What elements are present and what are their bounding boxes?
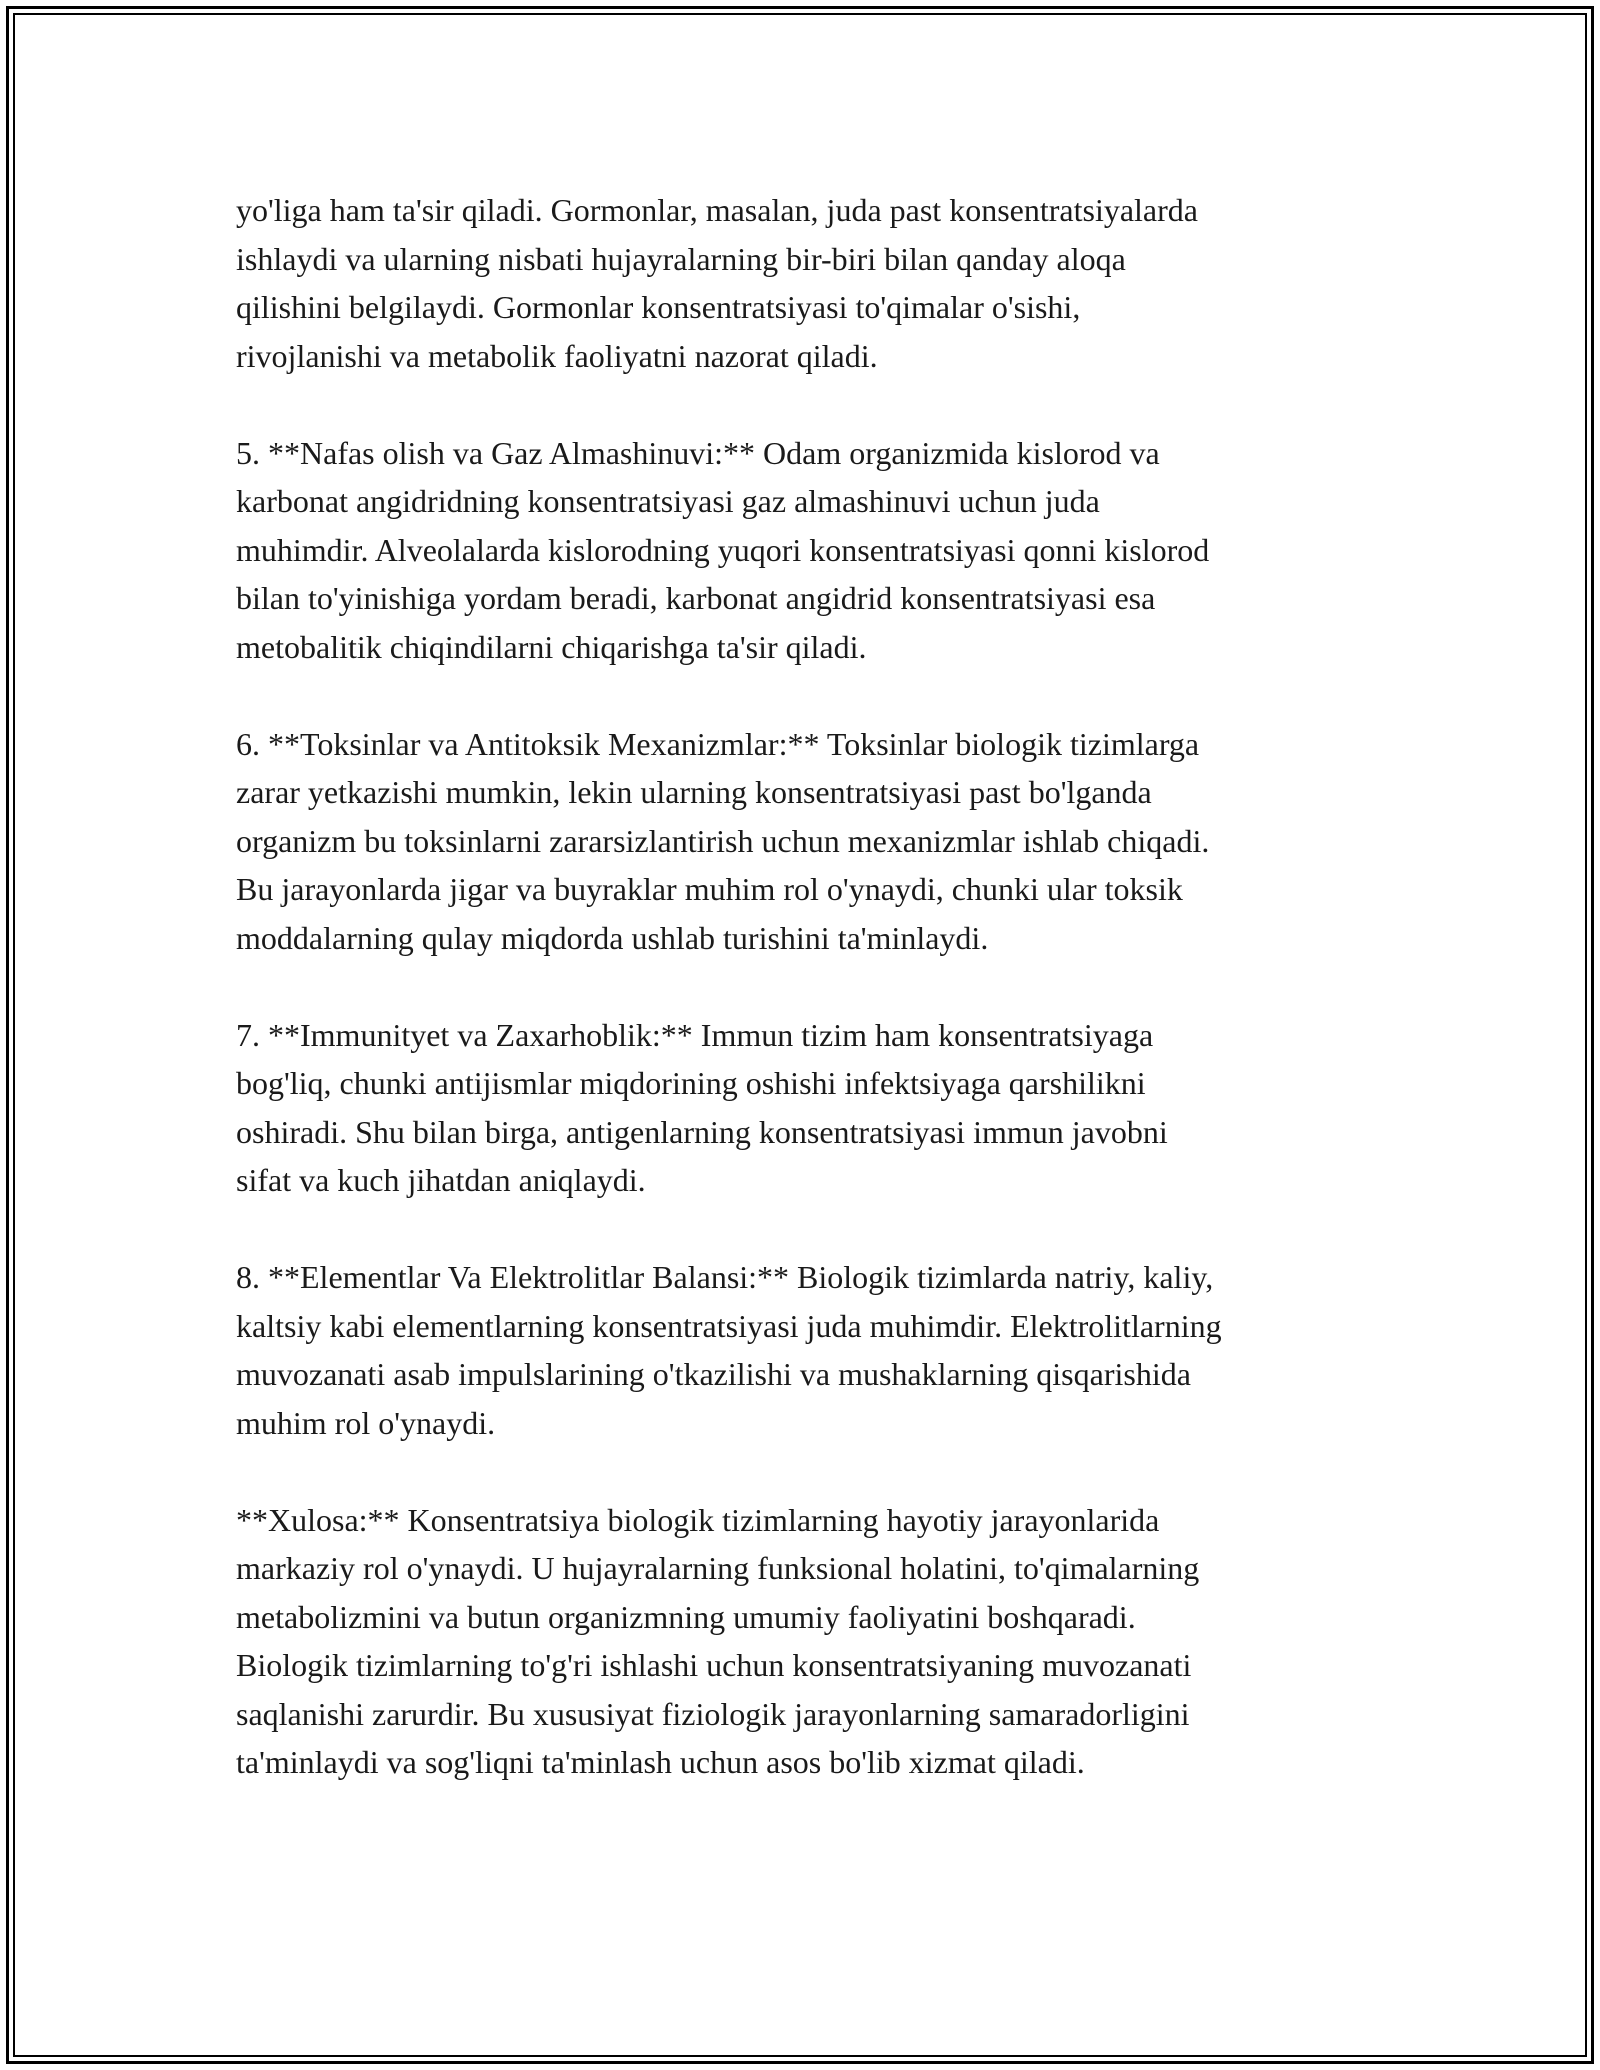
paragraph-respiration-gas-exchange: 5. **Nafas olish va Gaz Almashinuvi:** Odam organizmida kislorod va karbonat angidridning konsentratsiyasi gaz almashinuvi uchun juda muhimdir. Alveolalarda kislorodning yuqori konsentratsiyasi qonni kislorod bilan to'yinishiga yordam beradi, karbonat angidrid konsentratsiyasi esa metobalitik chiqindilarni chiqarishga ta'sir qiladi. [236,434,1210,665]
document-body [236,186,1376,1835]
paragraph-hormones-continued: yo'liga ham ta'sir qiladi. Gormonlar, masalan, juda past konsentratsiyalarda ishlaydi va ularning nisbati hujayralarning bir-biri bilan qanday aloqa qilishini belgilaydi. Gormonlar konsentratsiyasi to'qimalar o'sishi, rivojlanishi va metabolik faoliyatni nazorat qiladi. [236,192,1198,374]
paragraph-toxins: 6. **Toksinlar va Antitoksik Mexanizmlar:** Toksinlar biologik tizimlarga zarar yetkazishi mumkin, lekin ularning konsentratsiyasi past bo'lganda organizm bu toksinlarni zararsizlantirish uchun mexanizmlar ishlab chiqadi. Bu jarayonlarda jigar va buyraklar muhim rol o'ynaydi, chunki ular toksik moddalarning qulay miqdorda ushlab turishini ta'minlaydi. [236,725,1210,956]
paragraph-conclusion: **Xulosa:** Konsentratsiya biologik tizimlarning hayotiy jarayonlarida markaziy rol o'ynaydi. U hujayralarning funksional holatini, to'qimalarning metabolizmini va butun organizmning umumiy faoliyatini boshqaradi. Biologik tizimlarning to'g'ri ishlashi uchun konsentratsiyaning muvozanati saqlanishi zarurdir. Bu xususiyat fiziologik jarayonlarning samaradorligini ta'minlaydi va sog'liqni ta'minlash uchun asos bo'lib xizmat qiladi. [236,1501,1200,1780]
paragraph-electrolytes: 8. **Elementlar Va Elektrolitlar Balansi:** Biologik tizimlarda natriy, kaliy, kaltsiy kabi elementlarning konsentratsiyasi juda muhimdir. Elektrolitlarning muvozanati asab impulslarining o'tkazilishi va mushaklarning qisqarishida muhim rol o'ynaydi. [236,1259,1222,1441]
paragraph-immunity: 7. **Immunityet va Zaxarhoblik:** Immun tizim ham konsentratsiyaga bog'liq, chunki antijismlar miqdorining oshishi infektsiyaga qarshilikni oshiradi. Shu bilan birga, antigenlarning konsentratsiyasi immun javobni sifat va kuch jihatdan aniqlaydi. [236,1016,1168,1198]
